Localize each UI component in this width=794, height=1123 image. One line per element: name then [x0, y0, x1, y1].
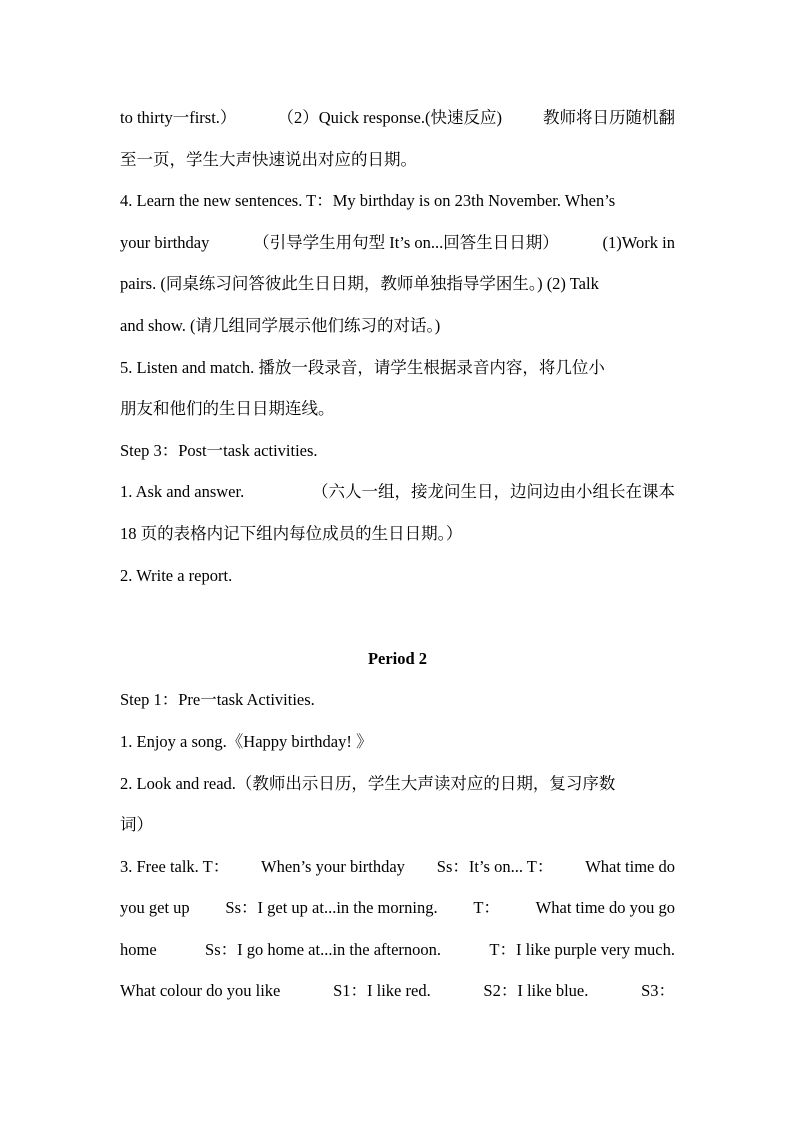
text-line: pairs. (同桌练习问答彼此生日日期，教师单独指导学困生。) (2) Talk [120, 274, 599, 294]
text-line [120, 97, 675, 139]
text-line [120, 222, 675, 264]
text-segment: S3： [641, 981, 675, 1001]
text-line [120, 846, 675, 888]
text-segment: 1. Ask and answer. [120, 482, 245, 502]
text-segment: S2：I like blue. [483, 981, 589, 1001]
text-segment: your birthday [120, 232, 210, 252]
text-segment: S1：I like red. [333, 981, 431, 1001]
section-heading: Period 2 [367, 648, 428, 668]
text-line: 朋友和他们的生日日期连线。 [120, 399, 335, 419]
text-line [120, 929, 675, 971]
text-segment: T：I like purple very much. [489, 939, 675, 959]
text-segment: What time do you go [535, 898, 675, 918]
text-segment: When’s your birthday [261, 856, 405, 876]
text-segment: What colour do you like [120, 981, 281, 1001]
text-line: 5. Listen and match. 播放一段录音，请学生根据录音内容，将几位小 [120, 357, 605, 377]
text-line: 4. Learn the new sentences. T：My birthday is on 23th November. When’s [120, 191, 616, 211]
text-line: 2. Write a report. [120, 565, 233, 585]
text-segment: Ss：It’s on... T： [436, 856, 554, 876]
text-line [120, 970, 675, 1012]
text-line: Step 1：Pre一task Activities. [120, 690, 315, 710]
text-line: and show. (请几组同学展示他们练习的对话。) [120, 315, 441, 335]
text-segment: （引导学生用句型 It’s on...回答生日日期） [253, 232, 559, 252]
text-segment: What time do [585, 856, 675, 876]
text-line: 至一页，学生大声快速说出对应的日期。 [120, 149, 417, 169]
text-line: 18 页的表格内记下组内每位成员的生日日期。） [120, 523, 463, 543]
text-line: 词） [120, 815, 153, 835]
text-segment: (1)Work in [602, 232, 675, 252]
text-line: 2. Look and read.（教师出示日历，学生大声读对应的日期，复习序数 [120, 773, 616, 793]
text-segment: to thirty一first.） [120, 108, 237, 127]
text-segment: 教师将日历随机翻 [543, 108, 675, 127]
text-segment: Ss：I go home at...in the afternoon. [205, 939, 442, 959]
blank-line [120, 596, 675, 638]
text-segment: home [120, 939, 157, 959]
text-segment: （六人一组，接龙问生日，边问边由小组长在课本 [312, 482, 675, 502]
text-line [120, 471, 675, 513]
text-segment: 3. Free talk. T： [120, 856, 230, 876]
document-page [120, 97, 675, 1012]
text-segment: （2）Quick response.(快速反应) [277, 108, 502, 127]
text-segment: you get up [120, 898, 190, 918]
text-line [120, 887, 675, 929]
text-segment: T： [473, 898, 500, 918]
text-segment: Ss：I get up at...in the morning. [225, 898, 438, 918]
text-line: 1. Enjoy a song.《Happy birthday! 》 [120, 731, 373, 751]
text-line: Step 3：Post一task activities. [120, 440, 318, 460]
